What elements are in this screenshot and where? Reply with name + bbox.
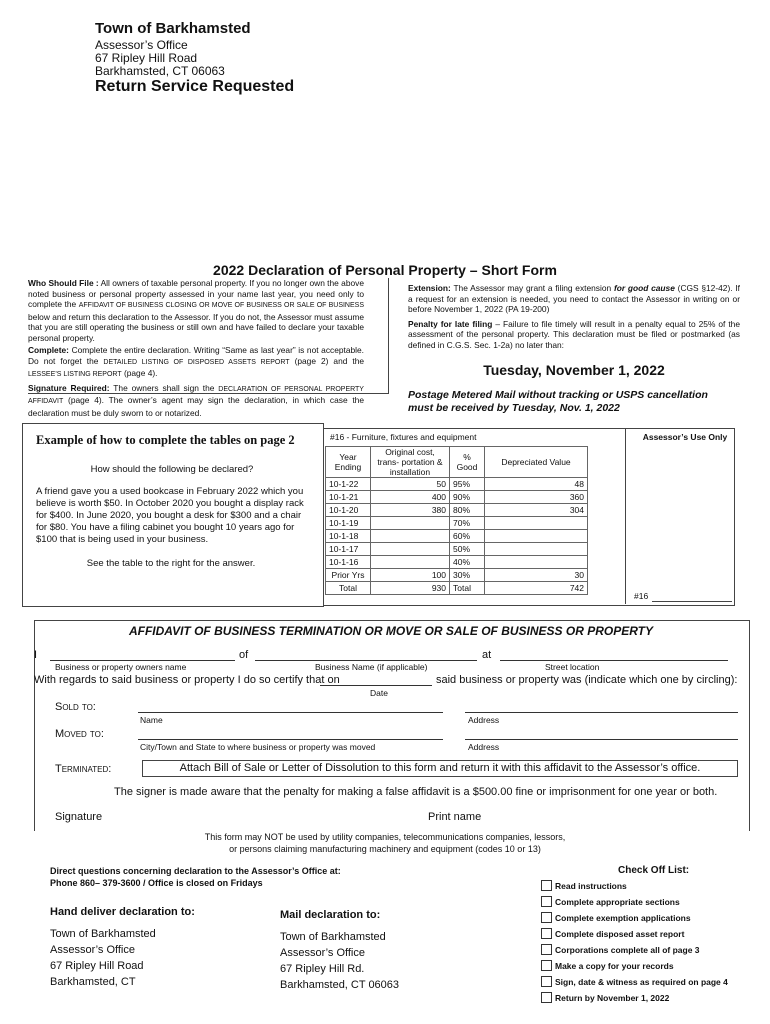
mail-line: Barkhamsted, CT 06063	[280, 979, 400, 991]
lbl-street: Street location	[545, 662, 600, 672]
check-label: Read instructions	[555, 881, 627, 891]
checkbox[interactable]	[541, 992, 552, 1003]
example-see: See the table to the right for the answer.	[86, 558, 256, 569]
lbl-date: Date	[370, 688, 388, 698]
cell: 10-1-16	[326, 556, 371, 569]
table-header-row	[326, 447, 588, 478]
mail-address	[280, 929, 399, 993]
notice-line-1: This form may NOT be used by utility companies, telecommunications companies, lessors,	[204, 832, 566, 842]
office-line: Assessor’s Office	[95, 38, 188, 52]
cell: 930	[371, 582, 450, 595]
hand-line: Barkhamsted, CT	[50, 976, 136, 988]
street-location-field[interactable]	[500, 660, 728, 661]
cell	[371, 517, 450, 530]
terminated: Terminated:	[55, 763, 112, 775]
penalty-label: Penalty for late filing	[408, 318, 493, 329]
cell: 95%	[450, 478, 485, 491]
checkbox[interactable]	[541, 912, 552, 923]
owner-name-field[interactable]	[50, 660, 235, 661]
date-field[interactable]	[320, 685, 432, 686]
cell: Prior Yrs	[326, 569, 371, 582]
cell: 10-1-21	[326, 491, 371, 504]
cell	[371, 556, 450, 569]
cell: 380	[371, 504, 450, 517]
cell: 304	[485, 504, 588, 517]
false-affidavit-penalty: The signer is made aware that the penalty for making a false affidavit is a $500.00 fine or imprisonment for one year or both.	[114, 786, 718, 798]
cell: 10-1-20	[326, 504, 371, 517]
complete-text-b: (page 2) and the	[294, 355, 365, 366]
hand-line: Assessor’s Office	[50, 944, 135, 956]
mail-line: 67 Ripley Hill Rd.	[280, 963, 365, 975]
checkbox[interactable]	[541, 896, 552, 907]
cell: 70%	[450, 517, 485, 530]
return-service: Return Service Requested	[95, 78, 295, 95]
example-question: How should the following be declared?	[90, 464, 254, 475]
hand-line: 67 Ripley Hill Road	[50, 960, 144, 972]
hand-address	[50, 926, 156, 990]
cell: Total	[326, 582, 371, 595]
hand-line: Town of Barkhamsted	[50, 928, 156, 940]
attach-instruction: Attach Bill of Sale or Letter of Dissolution to this form and return it with this affidavit to the Assessor’s office.	[142, 760, 738, 777]
header-year: Year Ending	[326, 447, 371, 478]
cell: Total	[450, 582, 485, 595]
cell: 90%	[450, 491, 485, 504]
furniture-table	[325, 446, 588, 595]
cell	[485, 530, 588, 543]
ext-text-b: (CGS §12-42). If a request for an extension is needed, you need to contact the Assessor in writing on or before November 1, 2022 (PA 19-200)	[408, 283, 740, 314]
check-label: Return by November 1, 2022	[555, 993, 670, 1003]
cell: 40%	[450, 556, 485, 569]
table-row	[326, 504, 588, 517]
complete-text-a: Complete the entire declaration. Writing “Same as last year” is not acceptable. Do not forget the	[28, 345, 365, 366]
cell: 742	[485, 582, 588, 595]
check-item[interactable]	[541, 912, 691, 923]
cell: 50%	[450, 543, 485, 556]
lbl-city: City/Town and State to where business or property was moved	[140, 742, 376, 752]
lbl-address: Address	[468, 715, 500, 725]
sold-address-field[interactable]	[465, 712, 738, 713]
check-item[interactable]	[541, 928, 684, 939]
check-label: Corporations complete all of page 3	[555, 945, 700, 955]
cell: 10-1-19	[326, 517, 371, 530]
example-body: A friend gave you a used bookcase in February 2022 which you believe is worth $50. In October 2020 you bought a display rack for $400. In June 2020, you bought a desk for $300 and a chair for $80. You have a filing cabinet you bought 10 years ago for $100 that is being used in your business.	[36, 486, 304, 545]
check-item[interactable]	[541, 880, 627, 891]
direct-line-1: Direct questions concerning declaration to the Assessor’s Office at:	[50, 866, 341, 876]
cell	[485, 517, 588, 530]
signature-label: Signature	[55, 811, 103, 823]
check-label: Complete disposed asset report	[555, 929, 685, 939]
hand-deliver-label: Hand deliver declaration to:	[50, 906, 195, 918]
header-depreciated: Depreciated Value	[485, 447, 588, 478]
checkbox[interactable]	[541, 960, 552, 971]
affidavit-title: AFFIDAVIT OF BUSINESS TERMINATION OR MOVE OR SALE OF BUSINESS OR PROPERTY	[128, 624, 654, 638]
check-item[interactable]	[541, 896, 680, 907]
cell: 48	[485, 478, 588, 491]
form-title: 2022 Declaration of Personal Property – Short Form	[213, 262, 557, 278]
aff-i: I	[34, 649, 38, 661]
mail-line: Assessor’s Office	[280, 947, 365, 959]
deadline: Tuesday, November 1, 2022	[483, 362, 665, 378]
mail-label: Mail declaration to:	[280, 909, 381, 921]
lbl-owner: Business or property owners name	[55, 662, 187, 672]
cell: 10-1-17	[326, 543, 371, 556]
cell: 30	[485, 569, 588, 582]
city-line: Barkhamsted, CT 06063	[95, 64, 225, 78]
check-item[interactable]	[541, 944, 700, 955]
who-label: Who Should File :	[28, 278, 99, 288]
divider	[625, 428, 626, 604]
complete-sc2: LESSEE’S LISTING REPORT	[28, 371, 122, 378]
check-item[interactable]	[541, 976, 728, 987]
cell: 400	[371, 491, 450, 504]
mail-line: Town of Barkhamsted	[280, 931, 386, 943]
sig-sc: DECLARATION OF PERSONAL PROPERTY AFFIDAVIT	[28, 385, 364, 405]
check-label: Complete exemption applications	[555, 913, 691, 923]
business-name-field[interactable]	[255, 660, 477, 661]
cell: 30%	[450, 569, 485, 582]
complete-text-c: (page 4).	[123, 368, 158, 378]
aff-regards: With regards to said business or property I do so certify that on	[34, 674, 340, 686]
ext-text-a: The Assessor may grant a filing extension	[453, 283, 612, 293]
cell	[485, 556, 588, 569]
notice-line-2: or persons claiming manufacturing machinery and equipment (codes 10 or 13)	[229, 844, 541, 854]
lbl-business: Business Name (if applicable)	[315, 662, 428, 672]
sig-text-a: The owners shall sign the	[113, 382, 215, 393]
complete-label: Complete:	[28, 345, 69, 355]
furniture-title: #16 - Furniture, fixtures and equipment	[330, 432, 477, 442]
who-sc: AFFIDAVIT OF BUSINESS CLOSING OR MOVE OF BUSINESS OR SALE OF BUSINESS	[78, 302, 364, 309]
checkbox[interactable]	[541, 944, 552, 955]
checklist-title: Check Off List:	[618, 865, 690, 876]
sig-text-b: (page 4). The owner’s agent may sign the declaration, in which case the declaration must be duly sworn to or notarized.	[28, 395, 364, 418]
direct-line-2: Phone 860– 379-3600 / Office is closed on Fridays	[50, 878, 263, 888]
check-item[interactable]	[541, 960, 674, 971]
assessor-use-only: Assessor’s Use Only	[642, 432, 728, 442]
table-row	[326, 569, 588, 582]
check-item[interactable]	[541, 992, 669, 1003]
example-title: Example of how to complete the tables on page 2	[36, 433, 295, 447]
cell: 10-1-22	[326, 478, 371, 491]
cell	[371, 530, 450, 543]
check-label: Make a copy for your records	[555, 961, 674, 971]
checkbox[interactable]	[541, 928, 552, 939]
postage-notice	[408, 389, 740, 415]
sold-to: Sold to:	[55, 701, 96, 713]
moved-to: Moved to:	[55, 728, 104, 740]
header-good: % Good	[450, 447, 485, 478]
table-row	[326, 556, 588, 569]
table-row	[326, 478, 588, 491]
right-info	[408, 283, 740, 350]
header-cost: Original cost, trans- portation & installation	[371, 447, 450, 478]
town-name: Town of Barkhamsted	[95, 20, 251, 37]
table-row	[326, 491, 588, 504]
checkbox[interactable]	[541, 976, 552, 987]
checkbox[interactable]	[541, 880, 552, 891]
sold-name-field[interactable]	[138, 712, 443, 713]
code-line	[652, 601, 732, 602]
postage-line-2: must be received by Tuesday, Nov. 1, 2022	[408, 402, 620, 414]
print-name-label: Print name	[428, 811, 482, 823]
cell: 60%	[450, 530, 485, 543]
cell: 360	[485, 491, 588, 504]
moved-address-field[interactable]	[465, 739, 738, 740]
cell: 50	[371, 478, 450, 491]
aff-regards-b: said business or property was (indicate which one by circling):	[436, 674, 738, 686]
complete-sc1: DETAILED LISTING OF DISPOSED ASSETS REPORT	[103, 358, 290, 366]
lbl-address2: Address	[468, 742, 500, 752]
table-row	[326, 517, 588, 530]
table-row	[326, 530, 588, 543]
street-line: 67 Ripley Hill Road	[95, 51, 198, 65]
sig-label: Signature Required:	[28, 382, 110, 393]
cell	[371, 543, 450, 556]
left-info-box	[28, 278, 389, 418]
direct-questions	[50, 865, 341, 889]
cell: 80%	[450, 504, 485, 517]
code-16: #16	[634, 591, 649, 601]
lbl-name: Name	[140, 715, 163, 725]
ext-label: Extension:	[408, 283, 451, 293]
moved-city-field[interactable]	[138, 739, 443, 740]
cell: 100	[371, 569, 450, 582]
table-row	[326, 543, 588, 556]
ext-em: for good cause	[613, 283, 675, 293]
aff-of: of	[239, 649, 249, 661]
cell	[485, 543, 588, 556]
penalty-text: – Failure to file timely will result in a penalty equal to 25% of the assessment of the personal property. This declaration must be filed or postmarked (as defined in C.G.S. Sec. 1-2a) no later than:	[408, 318, 740, 350]
table-row	[326, 582, 588, 595]
who-text-b: below and return this declaration to the Assessor. If you do not, the Assessor must assume that you are still operating the business or still own and have failed to declare your taxable personal property.	[28, 311, 364, 343]
affidavit-box	[34, 620, 750, 831]
check-label: Sign, date & witness as required on page 4	[555, 977, 728, 987]
aff-at: at	[482, 649, 492, 661]
check-label: Complete appropriate sections	[555, 897, 680, 907]
cell: 10-1-18	[326, 530, 371, 543]
postage-line-1: Postage Metered Mail without tracking or USPS cancellation	[408, 389, 708, 401]
who-text-a: All owners of taxable personal property. If you no longer own the above noted business or personal property assessed in your name last year, you need only to complete the	[28, 278, 364, 309]
